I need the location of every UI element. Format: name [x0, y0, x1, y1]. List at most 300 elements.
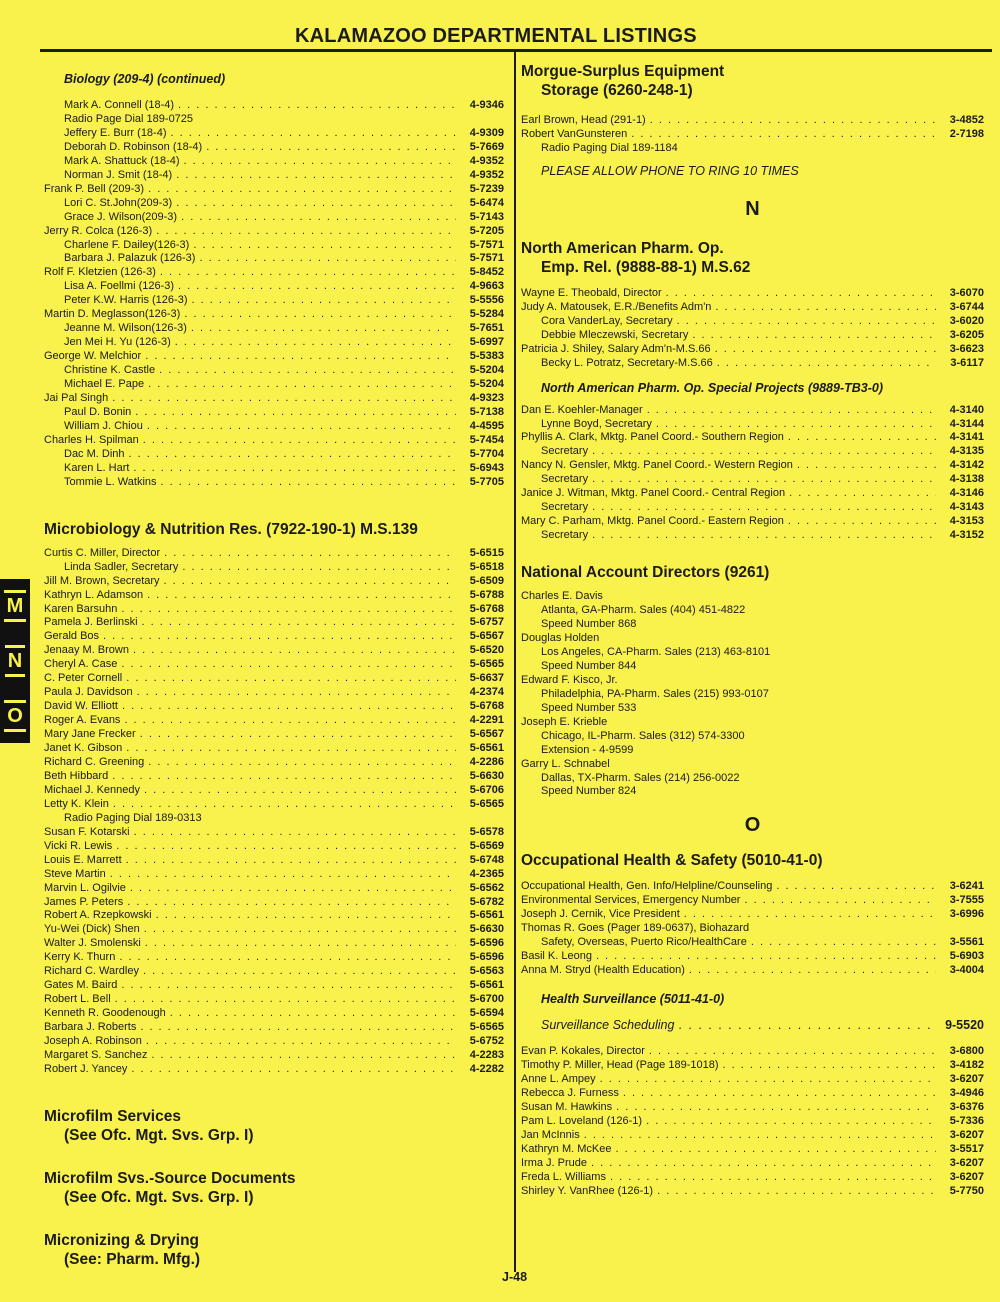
directory-entry — [44, 742, 504, 756]
leader-dots — [130, 882, 456, 896]
entry-name: Robert VanGunsteren — [521, 127, 628, 140]
surveillance-scheduling-entry — [521, 1017, 984, 1033]
directory-entry — [521, 114, 984, 128]
directory-entry — [44, 923, 504, 937]
leader-dots — [631, 128, 936, 142]
leader-dots — [143, 434, 456, 448]
entry-phone: 4-3142 — [949, 459, 984, 472]
directory-entry — [44, 294, 504, 308]
entry-name: Norman J. Smit (18-4) — [64, 168, 173, 181]
entry-phone: 3-6020 — [949, 314, 984, 327]
leader-dots — [610, 1171, 936, 1185]
entry-phone: 4-2282 — [469, 1062, 504, 1075]
directory-entry — [44, 826, 504, 840]
directory-entry — [521, 315, 984, 329]
entry-phone: 3-6205 — [949, 328, 984, 341]
entry-phone: 5-6515 — [469, 546, 504, 559]
entry-phone: 5-6520 — [469, 644, 504, 657]
index-tab-strip — [0, 579, 30, 743]
listing-text-line: Charles E. Davis — [521, 590, 603, 603]
entry-name: Jenaay M. Brown — [44, 644, 129, 657]
directory-entry — [44, 896, 504, 910]
directory-entry — [521, 1045, 984, 1059]
leader-dots — [110, 868, 456, 882]
entry-phone: 4-3144 — [949, 417, 984, 430]
entry-name: Deborah D. Robinson (18-4) — [64, 140, 203, 153]
napo-special-projects-listing — [521, 404, 984, 544]
entry-name: Wayne E. Theobald, Director — [521, 286, 662, 299]
leader-dots — [584, 1129, 936, 1143]
entry-name: Louis E. Marrett — [44, 853, 122, 866]
entry-phone: 4-3141 — [949, 431, 984, 444]
leader-dots — [122, 700, 456, 714]
leader-dots — [103, 630, 456, 644]
directory-entry — [521, 357, 984, 371]
leader-dots — [657, 1185, 936, 1199]
entry-name: Dac M. Dinh — [64, 447, 125, 460]
entry-name: Anna M. Stryd (Health Education) — [521, 964, 685, 977]
leader-dots — [148, 378, 456, 392]
entry-phone: 3-5561 — [949, 936, 984, 949]
entry-name: Susan M. Hawkins — [521, 1100, 613, 1113]
entry-phone: 5-5204 — [469, 378, 504, 391]
entry-name: Paula J. Davidson — [44, 686, 133, 699]
directory-entry — [44, 547, 504, 561]
directory-entry — [521, 1143, 984, 1157]
entry-name: William J. Chiou — [64, 419, 143, 432]
directory-entry — [44, 672, 504, 686]
leader-dots — [134, 826, 456, 840]
leader-dots — [126, 854, 456, 868]
entry-name: Frank P. Bell (209-3) — [44, 182, 145, 195]
entry-name: Karen L. Hart — [64, 461, 130, 474]
directory-entry — [44, 280, 504, 294]
morgue-heading — [521, 62, 984, 100]
listing-text-line: Speed Number 844 — [541, 659, 637, 672]
leader-dots — [143, 965, 456, 979]
entry-phone: 3-6117 — [950, 356, 984, 369]
entry-phone: 5-6563 — [469, 965, 504, 978]
leader-dots — [751, 936, 936, 950]
directory-entry — [521, 936, 984, 950]
entry-phone: 4-2365 — [469, 867, 504, 880]
entry-name: Susan F. Kotarski — [44, 825, 130, 838]
directory-entry — [44, 603, 504, 617]
entry-name: Charlene F. Dailey(126-3) — [64, 238, 190, 251]
directory-entry — [521, 501, 984, 515]
entry-name: Lisa A. Foellmi (126-3) — [64, 280, 175, 293]
entry-name: C. Peter Cornell — [44, 672, 123, 685]
entry-phone: 5-6561 — [469, 742, 504, 755]
directory-entry — [44, 882, 504, 896]
directory-entry — [44, 448, 504, 462]
entry-phone: 5-7704 — [469, 447, 504, 460]
directory-entry — [521, 1157, 984, 1171]
entry-name: Lori C. St.John(209-3) — [64, 196, 173, 209]
directory-entry — [521, 301, 984, 315]
leader-dots — [131, 1063, 456, 1077]
heading-line: Micronizing & Drying — [44, 1231, 199, 1249]
entry-phone: 5-6596 — [469, 937, 504, 950]
directory-entry — [44, 1035, 504, 1049]
entry-phone: 3-6241 — [949, 880, 984, 893]
entry-name: Phyllis A. Clark, Mktg. Panel Coord.- Southern Region — [521, 431, 784, 444]
entry-name: James P. Peters — [44, 895, 124, 908]
entry-name: Jan McInnis — [521, 1128, 580, 1141]
leader-dots — [592, 473, 936, 487]
entry-phone: 5-7669 — [469, 140, 504, 153]
leader-dots — [148, 183, 456, 197]
entry-phone: 4-4595 — [469, 419, 504, 432]
directory-entry — [44, 434, 504, 448]
leader-dots — [646, 1115, 936, 1129]
directory-entry — [44, 1021, 504, 1035]
entry-name: Kenneth R. Goodenough — [44, 1007, 166, 1020]
entry-name: Mark A. Connell (18-4) — [64, 99, 175, 111]
directory-entry — [521, 431, 984, 445]
listing-text-line: Extension - 4-9599 — [541, 743, 634, 756]
entry-phone: 3-6207 — [949, 1170, 984, 1183]
entry-phone: 5-7138 — [469, 405, 504, 418]
leader-dots — [199, 252, 456, 266]
leader-dots — [151, 1049, 456, 1063]
entry-name: David W. Elliott — [44, 700, 118, 713]
directory-entry — [44, 1063, 504, 1077]
leader-dots — [148, 756, 456, 770]
directory-entry — [44, 770, 504, 784]
directory-entry — [521, 418, 984, 432]
listing-text-line: Douglas Holden — [521, 631, 600, 644]
micronizing-heading — [44, 1231, 504, 1269]
napo-listing — [521, 287, 984, 371]
microbiology-title: Microbiology & Nutrition Res. (7922-190-1) M.S.139 — [44, 520, 418, 538]
directory-entry — [44, 589, 504, 603]
entry-phone: 3-4182 — [949, 1059, 984, 1072]
leader-dots — [623, 1087, 936, 1101]
entry-phone: 3-5517 — [949, 1142, 984, 1155]
entry-phone: 3-6207 — [949, 1128, 984, 1141]
directory-entry — [44, 630, 504, 644]
heading-line: Morgue-Surplus Equipment — [521, 63, 725, 80]
directory-entry — [44, 336, 504, 350]
directory-entry — [521, 908, 984, 922]
directory-entry — [44, 575, 504, 589]
leader-dots — [717, 357, 936, 371]
section-letter-o: O — [744, 814, 761, 837]
leader-dots — [191, 294, 456, 308]
directory-entry — [521, 894, 984, 908]
leader-dots — [147, 420, 456, 434]
entry-phone: 5-6752 — [469, 1035, 504, 1048]
entry-phone: 5-6630 — [469, 769, 504, 782]
entry-phone: 4-9352 — [469, 154, 504, 167]
entry-name: Nancy N. Gensler, Mktg. Panel Coord.- Western Region — [521, 459, 793, 472]
leader-dots — [176, 169, 456, 183]
entry-phone: 4-3152 — [949, 529, 984, 542]
entry-name: Robert A. Rzepkowski — [44, 909, 152, 922]
leader-dots — [592, 445, 936, 459]
directory-entry — [44, 965, 504, 979]
biology-listing — [44, 99, 504, 490]
entry-name: Occupational Health, Gen. Info/Helpline/Counseling — [521, 880, 773, 893]
listing-note-line: Radio Page Dial 189-0725 — [64, 112, 194, 125]
leader-dots — [127, 896, 456, 910]
entry-name: Secretary — [541, 501, 589, 514]
entry-name: Jill M. Brown, Secretary — [44, 574, 160, 587]
entry-name: Mary Jane Frecker — [44, 728, 136, 741]
heading-line: Emp. Rel. (9888-88-1) M.S.62 — [541, 258, 751, 276]
directory-entry — [521, 473, 984, 487]
entry-name: Pam L. Loveland (126-1) — [521, 1114, 643, 1127]
directory-entry — [44, 350, 504, 364]
entry-phone: 3-7555 — [949, 894, 984, 907]
listing-note-line: Radio Paging Dial 189-0313 — [64, 811, 202, 824]
listing-text-line: Speed Number 533 — [541, 701, 637, 714]
heading-line: North American Pharm. Op. — [521, 239, 724, 257]
header-rule — [40, 49, 992, 52]
leader-dots — [121, 658, 456, 672]
heading-line: (See: Pharm. Mfg.) — [64, 1250, 201, 1268]
leader-dots — [133, 644, 456, 658]
microfilm-source-docs-heading — [44, 1169, 504, 1207]
directory-entry — [44, 784, 504, 798]
entry-phone: 5-6788 — [469, 588, 504, 601]
entry-phone: 5-7205 — [469, 224, 504, 237]
entry-phone: 5-6768 — [469, 700, 504, 713]
entry-phone: 5-5383 — [469, 350, 504, 363]
directory-entry — [521, 329, 984, 343]
leader-dots — [135, 406, 456, 420]
leader-dots — [113, 798, 456, 812]
entry-name: Linda Sadler, Secretary — [64, 560, 179, 573]
entry-phone: 4-2286 — [469, 755, 504, 768]
leader-dots — [145, 937, 456, 951]
entry-phone: 3-6207 — [949, 1072, 984, 1085]
entry-name: Janice J. Witman, Mktg. Panel Coord.- Central Region — [521, 487, 786, 500]
entry-name: Steve Martin — [44, 867, 106, 880]
directory-entry — [44, 561, 504, 575]
directory-entry — [521, 1185, 984, 1199]
napo-special-projects-subtitle: North American Pharm. Op. Special Projects (9889-TB3-0) — [541, 380, 884, 395]
leader-dots — [129, 448, 456, 462]
entry-name: Curtis C. Miller, Director — [44, 546, 161, 559]
listing-text-line: Joseph E. Krieble — [521, 715, 608, 728]
heading-line: Microfilm Services — [44, 1107, 181, 1125]
entry-phone: 5-6567 — [469, 728, 504, 741]
entry-phone: 4-3140 — [949, 403, 984, 416]
directory-entry — [44, 364, 504, 378]
entry-phone: 4-9663 — [469, 280, 504, 293]
leader-dots — [689, 964, 936, 978]
leader-dots — [650, 114, 936, 128]
leader-dots — [678, 1017, 936, 1033]
entry-name: Cheryl A. Case — [44, 658, 118, 671]
leader-dots — [797, 459, 936, 473]
heading-line: Storage (6260-248-1) — [541, 82, 693, 99]
entry-name: Rolf F. Kletzien (126-3) — [44, 266, 156, 279]
leader-dots — [147, 589, 456, 603]
directory-entry — [44, 993, 504, 1007]
leader-dots — [723, 1059, 937, 1073]
leader-dots — [715, 301, 936, 315]
entry-phone: 5-6474 — [469, 196, 504, 209]
right-column — [521, 62, 984, 1199]
listing-note-line: Radio Paging Dial 189-1184 — [541, 141, 678, 154]
directory-entry — [44, 462, 504, 476]
directory-entry — [44, 420, 504, 434]
napo-heading — [521, 239, 984, 277]
entry-name: Robert J. Yancey — [44, 1062, 128, 1075]
entry-phone: 4-3135 — [949, 445, 984, 458]
microbiology-listing — [44, 547, 504, 1077]
leader-dots — [789, 487, 936, 501]
entry-name: Jerry R. Colca (126-3) — [44, 224, 153, 237]
entry-phone: 3-6996 — [949, 908, 984, 921]
entry-phone: 5-6578 — [469, 825, 504, 838]
leader-dots — [616, 1101, 936, 1115]
biology-subtitle: Biology (209-4) (continued) — [64, 72, 226, 86]
entry-phone: 5-6518 — [469, 560, 504, 573]
entry-name: Gerald Bos — [44, 630, 100, 643]
directory-entry — [521, 950, 984, 964]
leader-dots — [144, 923, 456, 937]
heading-line: Microfilm Svs.-Source Documents — [44, 1169, 296, 1187]
leader-dots — [144, 784, 456, 798]
entry-phone: 5-6706 — [469, 783, 504, 796]
health-surveillance-subtitle: Health Surveillance (5011-41-0) — [541, 992, 725, 1007]
leader-dots — [206, 141, 456, 155]
entry-name: Judy A. Matousek, E.R./Benefits Adm'n — [521, 300, 712, 313]
directory-entry — [521, 1171, 984, 1185]
entry-name: Martin D. Meglasson(126-3) — [44, 308, 181, 321]
entry-phone: 5-6567 — [469, 630, 504, 643]
directory-entry — [44, 1049, 504, 1063]
directory-entry — [44, 155, 504, 169]
leader-dots — [126, 742, 456, 756]
ring-note: PLEASE ALLOW PHONE TO RING 10 TIMES — [541, 163, 799, 178]
leader-dots — [142, 616, 456, 630]
entry-phone: 5-6565 — [469, 797, 504, 810]
leader-dots — [159, 364, 456, 378]
entry-name: Peter K.W. Harris (126-3) — [64, 294, 188, 307]
entry-phone: 5-6943 — [469, 461, 504, 474]
entry-name: Environmental Services, Emergency Number — [521, 894, 741, 907]
entry-phone: 5-6596 — [469, 951, 504, 964]
entry-name: Rebecca J. Furness — [521, 1086, 619, 1099]
directory-entry — [44, 1007, 504, 1021]
entry-phone: 5-6757 — [469, 616, 504, 629]
entry-phone: 5-7454 — [469, 433, 504, 446]
entry-name: Richard C. Wardley — [44, 965, 139, 978]
directory-entry — [44, 658, 504, 672]
entry-phone: 4-9309 — [469, 126, 504, 139]
entry-phone: 4-2291 — [469, 714, 504, 727]
entry-phone: 5-6700 — [469, 993, 504, 1006]
entry-phone: 5-6561 — [469, 909, 504, 922]
entry-phone: 4-3143 — [949, 501, 984, 514]
leader-dots — [788, 431, 936, 445]
entry-phone: 3-6070 — [949, 286, 984, 299]
leader-dots — [156, 909, 456, 923]
leader-dots — [115, 993, 456, 1007]
leader-dots — [715, 343, 936, 357]
leader-dots — [145, 350, 456, 364]
directory-entry — [521, 459, 984, 473]
entry-phone: 5-7705 — [469, 475, 504, 488]
entry-name: Marvin L. Ogilvie — [44, 881, 126, 894]
heading-line: (See Ofc. Mgt. Svs. Grp. I) — [64, 1126, 254, 1144]
directory-entry — [521, 343, 984, 357]
leader-dots — [119, 951, 456, 965]
entry-name: Barbara J. Roberts — [44, 1021, 137, 1034]
entry-name: Gates M. Baird — [44, 979, 118, 992]
entry-name: Kathryn M. McKee — [521, 1142, 612, 1155]
entry-name: Yu-Wei (Dick) Shen — [44, 923, 140, 936]
directory-entry — [521, 1115, 984, 1129]
leader-dots — [744, 894, 936, 908]
entry-phone: 5-6569 — [469, 839, 504, 852]
morgue-listing — [521, 114, 984, 156]
index-tab-letter: N — [5, 645, 25, 677]
leader-dots — [647, 404, 936, 418]
entry-phone: 3-4852 — [949, 114, 984, 126]
leader-dots — [121, 979, 456, 993]
directory-entry — [44, 979, 504, 993]
leader-dots — [171, 127, 457, 141]
leader-dots — [161, 476, 456, 490]
directory-entry — [521, 964, 984, 978]
entry-phone: 4-9346 — [469, 99, 504, 111]
leader-dots — [677, 315, 936, 329]
entry-name: Dan E. Koehler-Manager — [521, 403, 643, 416]
entry-name: Charles H. Spilman — [44, 433, 139, 446]
directory-entry — [521, 487, 984, 501]
entry-name: Paul D. Bonin — [64, 405, 132, 418]
entry-name: Michael E. Pape — [64, 378, 145, 391]
leader-dots — [649, 1045, 936, 1059]
occupational-health-title: Occupational Health & Safety (5010-41-0) — [521, 852, 823, 870]
listing-text-line: Edward F. Kisco, Jr. — [521, 673, 618, 686]
entry-name: Secretary — [541, 445, 589, 458]
entry-phone: 5-6782 — [469, 895, 504, 908]
index-tab-letter: O — [4, 700, 26, 732]
directory-entry — [44, 728, 504, 742]
directory-entry — [44, 252, 504, 266]
directory-entry — [44, 854, 504, 868]
entry-phone: 5-7750 — [949, 1184, 984, 1197]
directory-entry — [44, 951, 504, 965]
leader-dots — [684, 908, 936, 922]
directory-entry — [44, 99, 504, 113]
leader-dots — [140, 1021, 456, 1035]
entry-name: Timothy P. Miller, Head (Page 189-1018) — [521, 1059, 719, 1072]
entry-name: Becky L. Potratz, Secretary-M.S.66 — [541, 356, 713, 369]
entry-phone: 5-7336 — [949, 1114, 984, 1127]
listing-text-line: Speed Number 824 — [541, 785, 637, 798]
directory-entry — [44, 322, 504, 336]
entry-phone: 5-5556 — [469, 294, 504, 307]
entry-name: Vicki R. Lewis — [44, 839, 113, 852]
directory-entry — [44, 266, 504, 280]
directory-entry — [44, 378, 504, 392]
directory-entry — [521, 515, 984, 529]
entry-name: Kathryn L. Adamson — [44, 588, 144, 601]
entry-phone: 3-4946 — [949, 1086, 984, 1099]
leader-dots — [170, 1007, 456, 1021]
directory-entry — [44, 225, 504, 239]
leader-dots — [137, 686, 456, 700]
entry-name: Patricia J. Shiley, Salary Adm'n-M.S.66 — [521, 342, 711, 355]
